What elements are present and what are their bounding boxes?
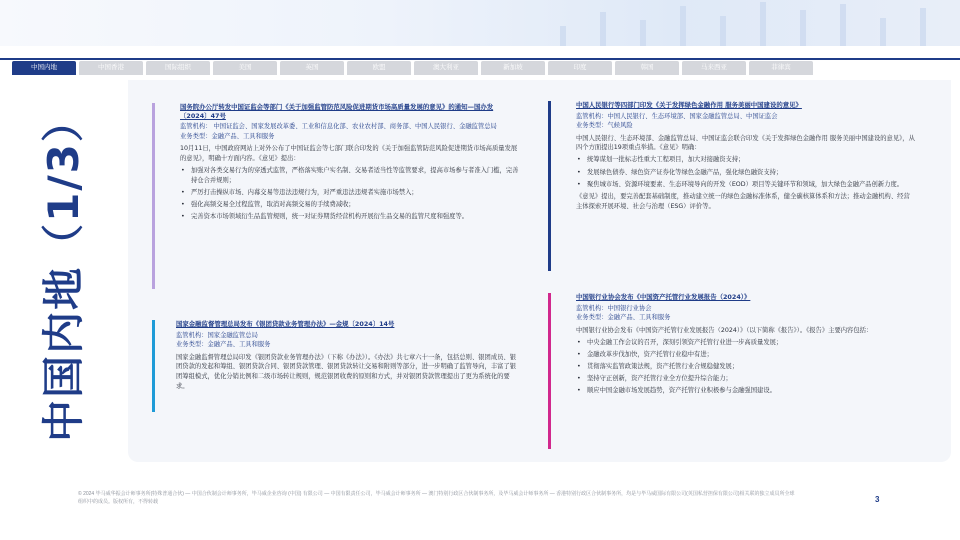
card-bullets (576, 155, 916, 189)
tab-australia[interactable]: 澳大利亚 (414, 61, 478, 75)
list-item: • 金融改革步伐加快，资产托管行业稳中有进； (576, 350, 916, 360)
list-item: • 强化高频交易全过程监管，取消对高频交易的手续费减收； (180, 200, 520, 210)
tab-international-orgs[interactable]: 国际组织 (146, 61, 210, 75)
list-item: • 聚焦城市场、资源环境要素、生态环境导向的开发（EOD）项目等关键环节和领域，加大绿色金融产品创新力度。 (576, 180, 916, 190)
list-item: • 顺应中国金融市场发展趋势，资产托管行业积极参与金融强国建设。 (576, 386, 916, 396)
list-item: • 完善资本市场领域衍生品监管规则，统一对证券期货经营机构开展衍生品交易的监管尺度和强度等。 (180, 212, 520, 222)
list-item: • 中央金融工作会议的召开，深刻引领资产托管行业进一步高质量发展； (576, 338, 916, 348)
tab-malaysia[interactable]: 马来西亚 (682, 61, 746, 75)
card-bullets (576, 338, 916, 396)
header-banner (0, 0, 960, 46)
list-item: • 坚持守正创新，资产托管行业全方位提升综合能力； (576, 374, 916, 384)
tab-korea[interactable]: 韩国 (615, 61, 679, 75)
tab-singapore[interactable]: 新加坡 (481, 61, 545, 75)
card-regulator: 监管机构：国家金融监管总局 (176, 331, 258, 339)
card-accent-stripe (152, 320, 155, 412)
tab-hong-kong[interactable]: 中国香港 (79, 61, 143, 75)
card-closing: 《意见》提出，要完善配套基础制度，推动建立统一的绿色金融标准体系，健全碳核算体系和方法；推动金融机构、经营主体探索开展环境、社会与治理（ESG）评价等。 (576, 193, 910, 210)
list-item: • 统筹谋划一批标志性重大工程项目，加大对接融资支持； (576, 155, 916, 165)
card-accent-stripe (152, 103, 155, 289)
list-item: • 加强对各类交易行为的穿透式监管，严格落实账户实名制、交易者适当性等监管要求，提高市场参与者准入门槛，完善持仓合并规则； (180, 166, 520, 185)
copyright-footer: © 2024 毕马威华振会计师事务所(特殊普通合伙) — 中国合伙制会计师事务所，毕马威企业咨询 (中国) 有限公司 — 中国有限责任公司，毕马威会计师事务所 — 澳门特别行政区合伙制事务所，及毕马威会计师事务所 — 香港特别行政区合伙制事务所，均是与毕马威国际有限公司(英国私营担保有限公司)相关联的独立成员所全球组织中的成员。版权所有，不得转载 (78, 491, 795, 505)
card-regulator: 监管机构：中国人民银行、生态环境部、国家金融监管总局、中国证监会 (576, 112, 778, 120)
list-item: • 发展绿色债券、绿色资产证券化等绿色金融产品，强化绿色融资支持； (576, 168, 916, 178)
card-title-link[interactable]: 中国银行业协会发布《中国资产托管行业发展报告（2024）》 (576, 293, 751, 301)
tab-usa[interactable]: 美国 (213, 61, 277, 75)
news-card-syndicated-loans (176, 320, 520, 391)
tab-uk[interactable]: 英国 (280, 61, 344, 75)
card-title-link[interactable]: 国家金融监督管理总局发布《银团贷款业务管理办法》—金规〔2024〕14号 (176, 320, 395, 328)
tab-india[interactable]: 印度 (548, 61, 612, 75)
tab-eu[interactable]: 欧盟 (347, 61, 411, 75)
card-accent-stripe (548, 101, 551, 271)
card-title-link[interactable]: 国务院办公厅转发中国证监会等部门《关于加强监管防范风险促进期货市场高质量发展的意见》的通知—国办发〔2024〕47号 (180, 103, 494, 120)
tab-mainland-china[interactable]: 中国内地 (12, 61, 76, 75)
card-business-type: 业务类型：金融产品、工具和服务 (180, 132, 275, 140)
card-intro: 中国银行业协会发布《中国资产托管行业发展报告（2024）》（以下简称《报告》）。《报告》主要内容包括： (576, 326, 873, 334)
news-card-green-finance (576, 101, 916, 211)
card-business-type: 业务类型：气候风险 (576, 122, 633, 130)
news-card-futures-market (180, 103, 520, 222)
card-regulator: 监管机构：中国银行业协会 (576, 304, 652, 312)
card-intro: 10月11日，中国政府网站上对外公布了中国证监会等七部门联合印发的《关于加强监管防范风险促进期货市场高质量发展的意见》，明确十方面内容。《意见》提出： (180, 145, 518, 162)
news-card-asset-custody (576, 293, 916, 396)
list-item: • 严厉打击操纵市场、内幕交易等违法违规行为，对严重违法违规者实施市场禁入； (180, 188, 520, 198)
card-regulator: 监管机构： 中国证监会、国家发展改革委、工业和信息化部、农业农村部、商务部、中国人民银行、金融监管总局 (180, 123, 497, 131)
card-accent-stripe (548, 293, 551, 449)
list-item: • 贯彻落实监管政策法规，资产托管行业合规稳健发展； (576, 362, 916, 372)
page-number: 3 (875, 495, 880, 504)
region-tabs (0, 58, 960, 75)
card-business-type: 业务类型：金融产品、工具和服务 (576, 314, 671, 322)
section-title: 中国内地（1/3） (39, 98, 89, 442)
card-body: 国家金融监督管理总局印发《银团贷款业务管理办法》（下称《办法》）。《办法》共七章六十一条，包括总则、银团成员、银团贷款的发起和筹组、银团贷款合同、银团贷款管理、银团贷款转让交易和附则等部分，进一步明确了监管导向，丰富了银团筹组模式，优化分销比例和二级市场转让规则，规范银团收费的原则和方式，并对银团贷款管理提出了更为系统化的要求。 (176, 353, 517, 390)
tab-philippines[interactable]: 菲律宾 (749, 61, 813, 75)
card-business-type: 业务类型：金融产品、工具和服务 (176, 341, 271, 349)
card-bullets (180, 166, 520, 221)
card-title-link[interactable]: 中国人民银行等四部门印发《关于发挥绿色金融作用 服务美丽中国建设的意见》 (576, 101, 802, 109)
card-intro: 中国人民银行、生态环境部、金融监管总局、中国证监会联合印发《关于发挥绿色金融作用 服务美丽中国建设的意见》，从四个方面提出19项重点举措。《意见》明确： (576, 134, 915, 152)
section-title-wrap (12, 80, 110, 460)
